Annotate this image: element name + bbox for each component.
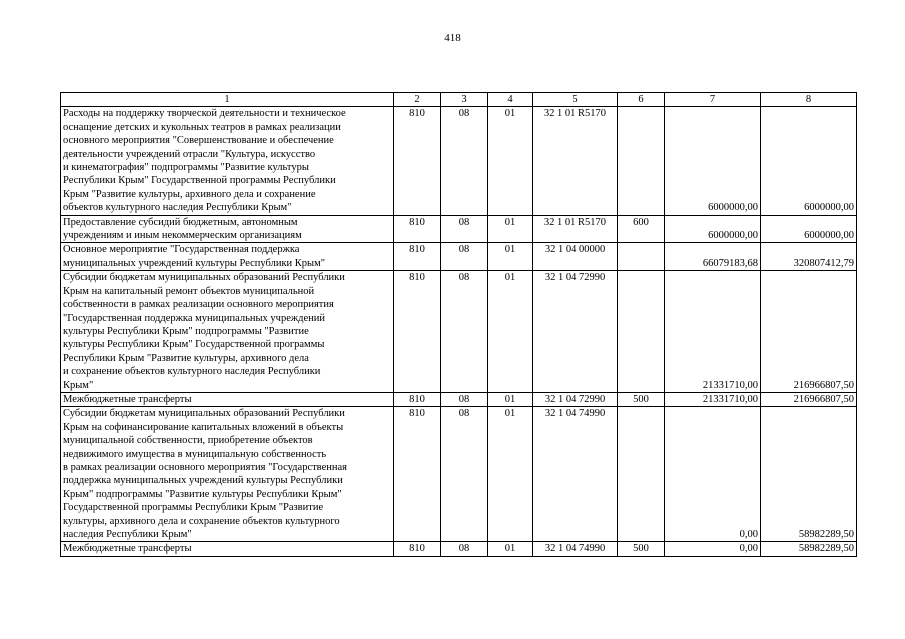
- column-header: 7: [665, 93, 761, 107]
- expense-type: 600: [618, 215, 665, 243]
- subsection-code: 01: [488, 215, 533, 243]
- subsection-code: 01: [488, 243, 533, 271]
- expense-type: [618, 407, 665, 542]
- section-code: 08: [441, 107, 488, 215]
- ministry-code: 810: [394, 107, 441, 215]
- subsection-code: 01: [488, 271, 533, 393]
- amount-col-7: 6000000,00: [665, 107, 761, 215]
- column-header: 6: [618, 93, 665, 107]
- ministry-code: 810: [394, 215, 441, 243]
- subsection-code: 01: [488, 107, 533, 215]
- page-number: 418: [444, 32, 461, 44]
- subsection-code: 01: [488, 392, 533, 406]
- subsection-code: 01: [488, 407, 533, 542]
- amount-col-7: 6000000,00: [665, 215, 761, 243]
- ministry-code: 810: [394, 392, 441, 406]
- table-row: [61, 392, 857, 406]
- column-header: 1: [61, 93, 394, 107]
- expense-type: [618, 107, 665, 215]
- ministry-code: 810: [394, 243, 441, 271]
- amount-col-8: 58982289,50: [761, 407, 857, 542]
- column-header: 3: [441, 93, 488, 107]
- section-code: 08: [441, 392, 488, 406]
- section-code: 08: [441, 271, 488, 393]
- expense-name: Расходы на поддержку творческой деятельности и техническое оснащение детских и кукольных театров в рамках реализации основного мероприятия "Совершенствование и обеспечение деятельности учреждений отрасли "Культура, искусство и кинематография" подпрограммы "Развитие культуры Республики Крым" Государственной программы Республики Крым "Развитие культуры, архивного дела и сохранение объектов культурного наследия Республики Крым": [61, 107, 394, 215]
- amount-col-7: 66079183,68: [665, 243, 761, 271]
- expense-name: Межбюджетные трансферты: [61, 542, 394, 556]
- target-article: 32 1 01 R5170: [533, 215, 618, 243]
- table-row: [61, 542, 857, 556]
- ministry-code: 810: [394, 407, 441, 542]
- amount-col-8: 320807412,79: [761, 243, 857, 271]
- section-code: 08: [441, 542, 488, 556]
- target-article: 32 1 04 72990: [533, 392, 618, 406]
- expense-name: Субсидии бюджетам муниципальных образований Республики Крым на капитальный ремонт объектов муниципальной собственности в рамках реализации основного мероприятия "Государственная поддержка муниципальных учреждений культуры Республики Крым" подпрограммы "Развитие культуры Республики Крым" Государственной программы Республики Крым "Развитие культуры, архивного дела и сохранение объектов культурного наследия Республики Крым": [61, 271, 394, 393]
- table-header-row: [61, 93, 857, 107]
- section-code: 08: [441, 243, 488, 271]
- amount-col-8: 6000000,00: [761, 215, 857, 243]
- expense-name: Основное мероприятие "Государственная поддержка муниципальных учреждений культуры Республики Крым": [61, 243, 394, 271]
- target-article: 32 1 04 74990: [533, 407, 618, 542]
- amount-col-7: 21331710,00: [665, 271, 761, 393]
- amount-col-7: 0,00: [665, 407, 761, 542]
- amount-col-7: 0,00: [665, 542, 761, 556]
- amount-col-8: 216966807,50: [761, 392, 857, 406]
- ministry-code: 810: [394, 542, 441, 556]
- amount-col-8: 216966807,50: [761, 271, 857, 393]
- target-article: 32 1 04 72990: [533, 271, 618, 393]
- expense-name: Межбюджетные трансферты: [61, 392, 394, 406]
- column-header: 4: [488, 93, 533, 107]
- expense-type: 500: [618, 392, 665, 406]
- expense-type: [618, 271, 665, 393]
- column-header: 8: [761, 93, 857, 107]
- section-code: 08: [441, 215, 488, 243]
- table-row: [61, 107, 857, 215]
- amount-col-7: 21331710,00: [665, 392, 761, 406]
- table-row: [61, 407, 857, 542]
- ministry-code: 810: [394, 271, 441, 393]
- table-row: [61, 215, 857, 243]
- section-code: 08: [441, 407, 488, 542]
- budget-table: [60, 92, 857, 557]
- expense-name: Предоставление субсидий бюджетным, автономным учреждениям и иным некоммерческим организациям: [61, 215, 394, 243]
- target-article: 32 1 04 00000: [533, 243, 618, 271]
- target-article: 32 1 04 74990: [533, 542, 618, 556]
- table-row: [61, 271, 857, 393]
- expense-type: 500: [618, 542, 665, 556]
- table-row: [61, 243, 857, 271]
- column-header: 2: [394, 93, 441, 107]
- expense-type: [618, 243, 665, 271]
- expense-name: Субсидии бюджетам муниципальных образований Республики Крым на софинансирование капитальных вложений в объекты муниципальной собственности, приобретение объектов недвижимого имущества в муниципальную собственность в рамках реализации основного мероприятия "Государственная поддержка муниципальных учреждений культуры Республики Крым" подпрограммы "Развитие культуры Республики Крым" Государственной программы Республики Крым "Развитие культуры, архивного дела и сохранение объектов культурного наследия Республики Крым": [61, 407, 394, 542]
- amount-col-8: 58982289,50: [761, 542, 857, 556]
- amount-col-8: 6000000,00: [761, 107, 857, 215]
- subsection-code: 01: [488, 542, 533, 556]
- target-article: 32 1 01 R5170: [533, 107, 618, 215]
- column-header: 5: [533, 93, 618, 107]
